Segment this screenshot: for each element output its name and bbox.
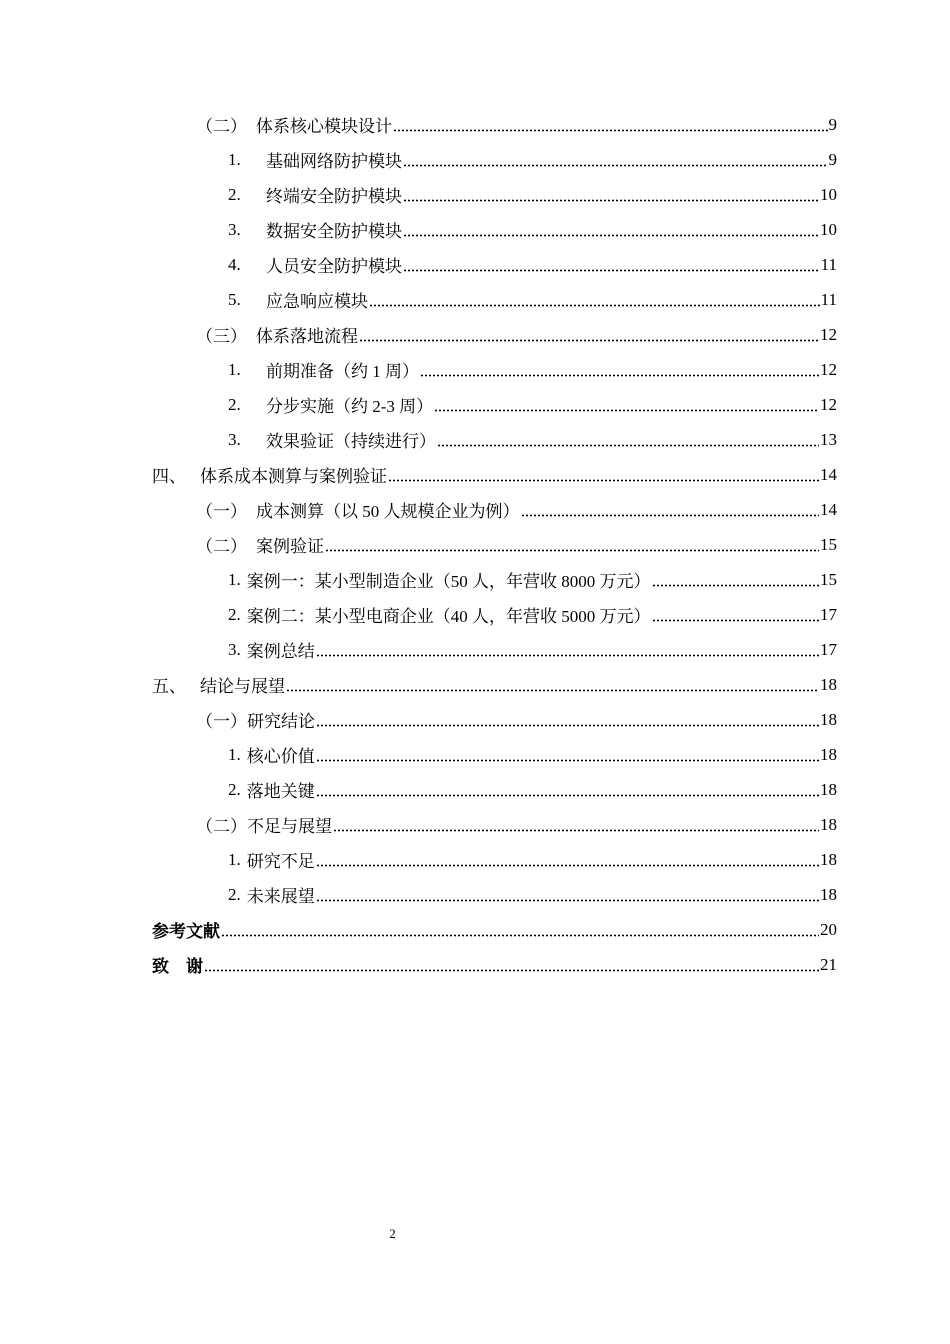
toc-entry-page: 18 <box>820 744 837 764</box>
toc-entry[interactable] <box>0 107 950 142</box>
toc-entry-number: 2. <box>228 884 241 904</box>
toc-entry-number: 3. <box>228 219 241 239</box>
dot-leader <box>420 361 819 378</box>
toc-entry-number: （二） <box>196 117 247 136</box>
toc-entry-number: 2. <box>228 604 241 624</box>
toc-entry[interactable] <box>0 772 950 807</box>
toc-entry[interactable] <box>0 282 950 317</box>
toc-entry-number: （一） <box>196 712 247 731</box>
toc-entry[interactable] <box>0 247 950 282</box>
toc-entry-title: 落地关键 <box>246 782 315 801</box>
toc-entry[interactable] <box>0 737 950 772</box>
toc-entry-page: 11 <box>820 289 837 309</box>
toc-entry-title: 体系核心模块设计 <box>256 117 392 136</box>
toc-entry-page: 10 <box>820 219 837 239</box>
dot-leader <box>388 466 819 483</box>
page-number: 2 <box>389 1226 396 1241</box>
toc-entry-page: 15 <box>820 569 837 589</box>
toc-entry-title: 案例一：某小型制造企业（50 人，年营收 8000 万元） <box>246 572 651 591</box>
toc-entry-number: 1. <box>228 149 241 169</box>
table-of-contents <box>0 107 950 982</box>
dot-leader <box>403 221 819 238</box>
toc-entry[interactable] <box>0 352 950 387</box>
toc-entry-page: 21 <box>820 954 837 974</box>
toc-entry-page: 18 <box>820 884 837 904</box>
toc-entry-title: 研究不足 <box>246 852 315 871</box>
toc-entry[interactable] <box>0 317 950 352</box>
toc-entry-page: 12 <box>820 359 837 379</box>
toc-entry-title: 核心价值 <box>246 747 315 766</box>
dot-leader <box>325 536 819 553</box>
dot-leader <box>403 186 819 203</box>
dot-leader <box>359 326 819 343</box>
toc-entry-title: 人员安全防护模块 <box>266 257 402 276</box>
toc-entry-title: 体系成本测算与案例验证 <box>200 467 387 486</box>
toc-entry-page: 14 <box>820 464 837 484</box>
dot-leader <box>316 886 819 903</box>
toc-entry-number: （二） <box>196 817 247 836</box>
toc-entry-page: 10 <box>820 184 837 204</box>
dot-leader <box>434 396 819 413</box>
toc-entry-title: 案例二：某小型电商企业（40 人，年营收 5000 万元） <box>246 607 651 626</box>
toc-entry-page: 12 <box>820 394 837 414</box>
toc-entry-page: 14 <box>820 499 837 519</box>
toc-entry-title: 研究结论 <box>247 712 315 731</box>
toc-entry-number: 五、 <box>152 677 186 696</box>
toc-entry[interactable] <box>0 947 950 982</box>
dot-leader <box>403 256 820 273</box>
dot-leader <box>437 431 819 448</box>
toc-entry[interactable] <box>0 842 950 877</box>
dot-leader <box>316 781 819 798</box>
dot-leader <box>369 291 820 308</box>
toc-entry-page: 15 <box>820 534 837 554</box>
toc-entry[interactable] <box>0 562 950 597</box>
toc-entry-number: 2. <box>228 184 241 204</box>
toc-entry-number: 1. <box>228 849 241 869</box>
toc-entry-page: 11 <box>820 254 837 274</box>
toc-entry[interactable] <box>0 877 950 912</box>
toc-entry-page: 18 <box>820 814 837 834</box>
toc-entry-title: 分步实施（约 2-3 周） <box>266 397 434 416</box>
toc-entry-page: 18 <box>820 709 837 729</box>
toc-entry-page: 13 <box>820 429 837 449</box>
toc-entry-number: 2. <box>228 394 241 414</box>
toc-entry-title: 效果验证（持续进行） <box>266 432 436 451</box>
dot-leader <box>652 606 820 623</box>
toc-entry-title: 案例总结 <box>246 642 315 661</box>
dot-leader <box>333 816 819 833</box>
toc-entry[interactable] <box>0 177 950 212</box>
toc-entry-title: 基础网络防护模块 <box>266 152 402 171</box>
toc-entry-page: 20 <box>820 919 837 939</box>
toc-entry-number: 5. <box>228 289 241 309</box>
toc-entry-page: 17 <box>820 639 837 659</box>
toc-entry[interactable] <box>0 807 950 842</box>
toc-entry-number: （三） <box>196 327 247 346</box>
toc-entry[interactable] <box>0 912 950 947</box>
toc-entry-title: 成本测算（以 50 人规模企业为例） <box>256 502 520 521</box>
toc-entry-title: 体系落地流程 <box>256 327 358 346</box>
toc-entry-number: 1. <box>228 744 241 764</box>
toc-entry[interactable] <box>0 457 950 492</box>
dot-leader <box>316 641 819 658</box>
toc-entry-title: 案例验证 <box>256 537 324 556</box>
toc-entry[interactable] <box>0 387 950 422</box>
toc-entry-number: （一） <box>196 502 247 521</box>
toc-entry[interactable] <box>0 212 950 247</box>
toc-entry-title: 前期准备（约 1 周） <box>266 362 419 381</box>
toc-entry[interactable] <box>0 632 950 667</box>
dot-leader <box>316 851 819 868</box>
toc-entry-number: 2. <box>228 779 241 799</box>
toc-entry[interactable] <box>0 702 950 737</box>
toc-entry-number: 四、 <box>152 467 186 486</box>
toc-entry[interactable] <box>0 597 950 632</box>
toc-entry-number: （二） <box>196 537 247 556</box>
toc-entry-page: 12 <box>820 324 837 344</box>
toc-entry-number: 4. <box>228 254 241 274</box>
toc-entry-page: 17 <box>820 604 837 624</box>
toc-entry-number: 1. <box>228 569 241 589</box>
dot-leader <box>521 501 820 518</box>
toc-entry-number: 3. <box>228 639 241 659</box>
toc-entry-page: 9 <box>828 149 837 169</box>
toc-entry[interactable] <box>0 422 950 457</box>
dot-leader <box>204 956 819 973</box>
toc-entry[interactable] <box>0 142 950 177</box>
toc-entry-title: 终端安全防护模块 <box>266 187 402 206</box>
dot-leader <box>286 676 819 693</box>
toc-entry-page: 9 <box>828 114 837 134</box>
toc-entry-page: 18 <box>820 849 837 869</box>
dot-leader <box>393 116 828 133</box>
toc-entry-title: 结论与展望 <box>200 677 285 696</box>
toc-entry-number: 3. <box>228 429 241 449</box>
toc-entry-title: 不足与展望 <box>247 817 332 836</box>
toc-entry-title: 应急响应模块 <box>266 292 368 311</box>
toc-entry-title: 未来展望 <box>246 887 315 906</box>
toc-entry-title: 参考文献 <box>152 922 220 941</box>
toc-entry-number: 1. <box>228 359 241 379</box>
toc-entry-page: 18 <box>820 779 837 799</box>
dot-leader <box>652 571 820 588</box>
toc-entry-page: 18 <box>820 674 837 694</box>
dot-leader <box>316 711 819 728</box>
toc-entry[interactable] <box>0 667 950 702</box>
dot-leader <box>221 921 819 938</box>
toc-entry-title: 数据安全防护模块 <box>266 222 402 241</box>
toc-entry[interactable] <box>0 527 950 562</box>
dot-leader <box>403 151 828 168</box>
toc-entry[interactable] <box>0 492 950 527</box>
toc-entry-title: 致 谢 <box>152 957 203 976</box>
dot-leader <box>316 746 819 763</box>
